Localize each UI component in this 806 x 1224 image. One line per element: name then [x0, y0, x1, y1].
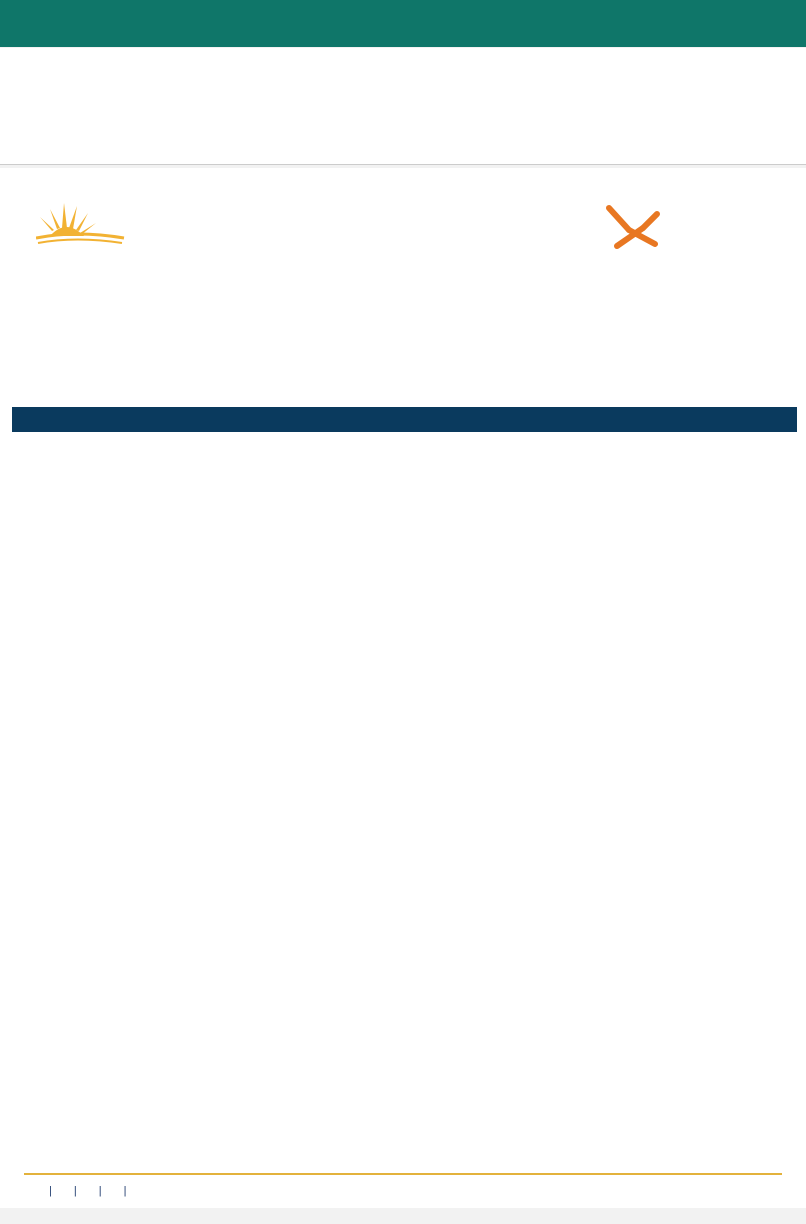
- order-info-panel: [0, 48, 806, 165]
- report-title: [0, 0, 806, 47]
- sun-logo-icon: [36, 200, 126, 248]
- footer-divider: [24, 1173, 782, 1175]
- footer-contact: | | | |: [49, 1185, 127, 1197]
- lab-report-page: [0, 168, 806, 1208]
- antibody-icon: [603, 204, 663, 256]
- map-title-bar: [12, 407, 797, 432]
